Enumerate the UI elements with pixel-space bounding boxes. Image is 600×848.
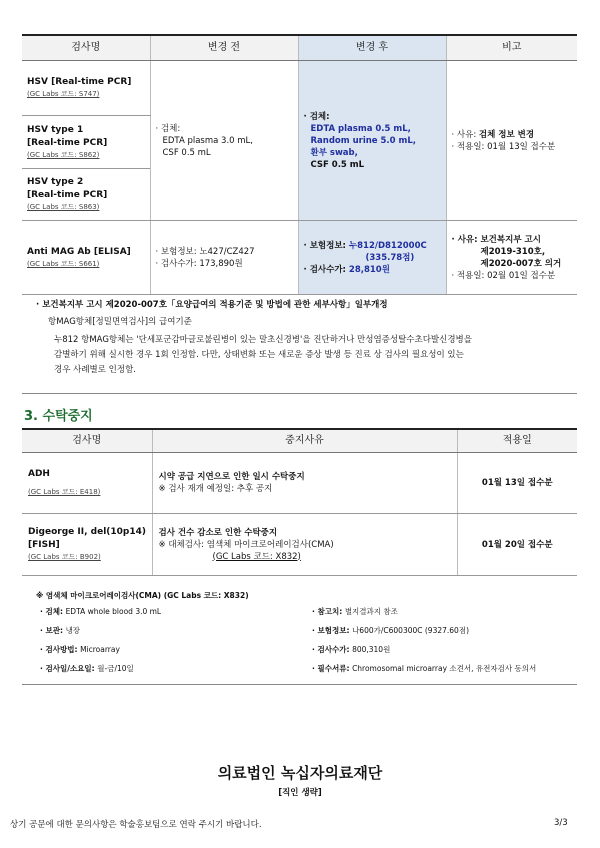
- before-cell: [150, 61, 298, 221]
- col-test-name: 검사명: [22, 35, 150, 61]
- remarks-cell: [446, 221, 577, 295]
- after-line: CSF 0.5 mL: [310, 159, 365, 170]
- test-name: HSV [Real-time PCR]: [27, 77, 132, 87]
- test-fee: 28,810원: [348, 264, 390, 275]
- notice-body-line: 경우 사례별로 인정함.: [54, 365, 137, 375]
- cma-value: 나600가/C600300C (9327.60점): [352, 626, 469, 635]
- cma-value: 800,310원: [352, 645, 391, 654]
- insurance-code: 누812/D812000C: [348, 240, 427, 251]
- before-line: · 검체:: [155, 123, 181, 134]
- test-code: (GC Labs 코드: B902): [28, 553, 101, 561]
- after-line: Random urine 5.0 mL,: [310, 135, 417, 146]
- table-row: [22, 514, 577, 576]
- cma-value: Chromosomal microarray 소견서, 유전자검사 동의서: [352, 664, 537, 673]
- remark-date: · 적용일: 02월 01일 접수분: [451, 270, 556, 281]
- after-label: · 보험정보:: [303, 240, 349, 251]
- suspension-table: [22, 428, 577, 576]
- cma-label: · 검사수가:: [312, 645, 353, 654]
- notice-body-line: 감별하기 위해 실시한 경우 1회 인정함. 다만, 상태변화 또는 새로운 증상 발생 등 진료 상 검사의 필요성이 있는: [54, 350, 464, 360]
- notice-title: · 보건복지부 고시 제2020-007호「요양급여의 적용기준 및 방법에 관한 세부사항」일부개정: [36, 300, 388, 310]
- before-line: · 보험정보: 노427/CZ427: [155, 246, 255, 257]
- after-label: · 검체:: [303, 111, 330, 122]
- test-name-cell: [22, 514, 152, 576]
- alternative-code: (GC Labs 코드: X832): [212, 551, 301, 562]
- after-label: · 검사수가:: [303, 264, 349, 275]
- cma-label: · 검사일/소요일:: [40, 664, 98, 673]
- test-code: (GC Labs 코드: S661): [27, 259, 100, 268]
- seal-omitted: [직인 생략]: [278, 788, 322, 798]
- apply-date: 01월 20일 접수분: [457, 514, 577, 576]
- test-name-cell: [22, 116, 150, 169]
- test-name-cell: [22, 221, 150, 295]
- remark-line: 제2019-310호,: [480, 246, 546, 257]
- after-line: 환부 swab,: [310, 147, 358, 158]
- test-name: HSV type 1: [27, 124, 84, 135]
- remark-line: 제2020-007호 의거: [480, 258, 562, 269]
- cma-label: · 보험정보:: [312, 626, 353, 635]
- notice-block: [36, 298, 576, 378]
- test-name: Anti MAG Ab [ELISA]: [27, 246, 131, 257]
- test-name-cell: [22, 169, 150, 221]
- insurance-points: (335.78점): [365, 252, 415, 263]
- cma-value: 월-금/10일: [97, 664, 134, 673]
- cma-label: · 필수서류:: [312, 664, 353, 673]
- before-line: EDTA plasma 3.0 mL,: [162, 135, 253, 146]
- test-code: (GC Labs 코드: E418): [28, 488, 101, 496]
- section-title: 3. 수탁중지: [24, 409, 93, 424]
- test-name: Digeorge II, del(10p14): [28, 527, 147, 537]
- before-cell: [150, 221, 298, 295]
- before-line: · 검사수가: 173,890원: [155, 258, 243, 269]
- table-row: [22, 453, 577, 514]
- col-test-name: 검사명: [22, 429, 152, 453]
- contact-note: 상기 공문에 대한 문의사항은 학술홍보팀으로 연락 주시기 바랍니다.: [10, 820, 262, 830]
- cma-label: · 보관:: [40, 626, 66, 635]
- test-name-method: [Real-time PCR]: [27, 137, 108, 148]
- test-name: HSV type 2: [27, 177, 84, 187]
- reason-cell: [152, 453, 457, 514]
- cma-label: · 참고치:: [312, 607, 345, 616]
- change-table-header: [22, 35, 577, 61]
- page-number: 3/3: [554, 818, 568, 828]
- suspension-table-header: [22, 429, 577, 453]
- test-name-method: [Real-time PCR]: [27, 190, 108, 200]
- col-date: 적용일: [457, 429, 577, 453]
- apply-date: 01월 13일 접수분: [457, 453, 577, 514]
- notice-body-line: 누812 항MAG항체는 '단세포군감마글로불린병이 있는 말초신경병'을 진단하거나 만성염증성탈수초다발신경병을: [54, 335, 472, 345]
- after-cell: [298, 221, 446, 295]
- suspension-detail: ※ 검사 재개 예정일: 추후 공지: [158, 484, 273, 494]
- remark-date: · 적용일: 01월 13일 접수분: [451, 141, 556, 152]
- col-reason: 중지사유: [152, 429, 457, 453]
- remark-label: · 사유:: [451, 129, 479, 140]
- test-code: (GC Labs 코드: S863): [27, 203, 100, 211]
- cma-left-list: [40, 606, 310, 682]
- notice-subtitle: 항MAG항체[정밀면역검사]의 급여기준: [48, 317, 192, 327]
- cma-right-list: [312, 606, 582, 682]
- suspension-detail: ※ 대체검사: 염색체 마이크로어레이검사(CMA): [158, 539, 334, 550]
- remarks-cell: [446, 61, 577, 221]
- cma-value: EDTA whole blood 3.0 mL: [65, 607, 162, 616]
- table-row: [22, 221, 577, 295]
- col-remarks: 비고: [446, 35, 577, 61]
- after-line: EDTA plasma 0.5 mL,: [310, 123, 411, 134]
- reason-cell: [152, 514, 457, 576]
- table-row: [22, 61, 577, 116]
- cma-value: 냉장: [65, 626, 81, 635]
- remark-reason: 검체 정보 변경: [478, 129, 535, 140]
- suspension-reason: 검사 건수 감소로 인한 수탁중지: [158, 527, 278, 538]
- cma-label: · 검체:: [40, 607, 66, 616]
- col-before: 변경 전: [150, 35, 298, 61]
- divider: [22, 393, 577, 394]
- test-name-cell: [22, 453, 152, 514]
- before-line: CSF 0.5 mL: [162, 147, 211, 158]
- cma-label: · 검사방법:: [40, 645, 81, 654]
- test-code: (GC Labs 코드: S747): [27, 90, 100, 98]
- test-name: ADH: [28, 469, 50, 479]
- after-cell: [298, 61, 446, 221]
- change-table: [22, 34, 577, 295]
- test-code: (GC Labs 코드: S862): [27, 150, 100, 159]
- test-name-method: [FISH]: [28, 540, 60, 550]
- cma-title: ※ 염색체 마이크로어레이검사(CMA) (GC Labs 코드: X832): [36, 591, 249, 600]
- cma-value: Microarray: [80, 645, 120, 654]
- test-name-cell: [22, 61, 150, 116]
- divider: [22, 684, 577, 685]
- org-name: 의료법인 녹십자의료재단: [217, 764, 383, 782]
- cma-value: 별지결과지 참조: [344, 607, 398, 616]
- remark-line: · 사유: 보건복지부 고시: [451, 234, 541, 245]
- col-after: 변경 후: [298, 35, 446, 61]
- suspension-reason: 시약 공급 지연으로 인한 일시 수탁중지: [158, 472, 305, 482]
